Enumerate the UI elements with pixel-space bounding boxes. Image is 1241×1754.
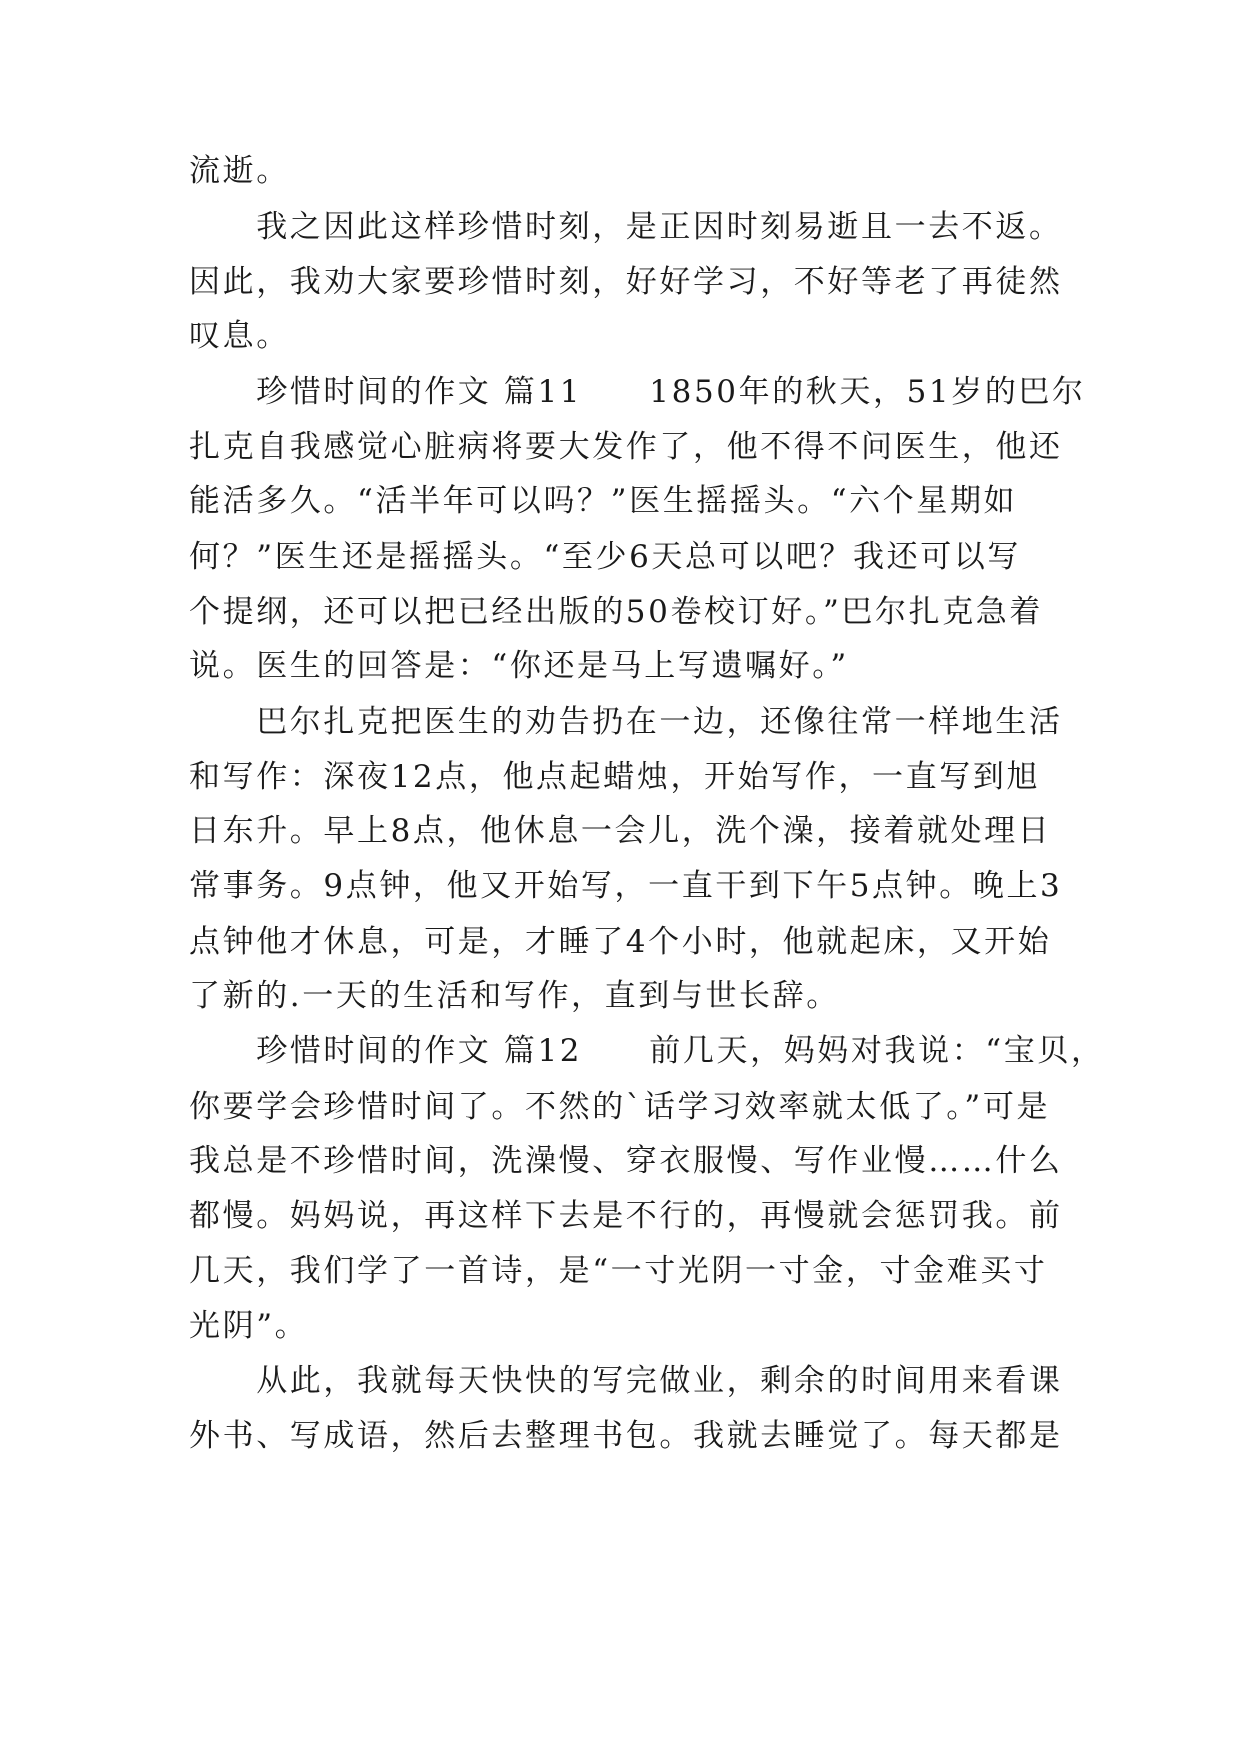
- text-line: 叹息。: [189, 318, 290, 354]
- text-line: 巴尔扎克把医生的劝告扔在一边，还像往常一样地生活: [189, 704, 1063, 740]
- text-line: 扎克自我感觉心脏病将要大发作了，他不得不问医生，他还: [189, 429, 1063, 465]
- text-line: 光阴”。: [189, 1308, 309, 1344]
- text-line: 几天，我们学了一首诗，是“一寸光阴一寸金，寸金难买寸: [189, 1253, 1048, 1289]
- text-line: 都慢。妈妈说，再这样下去是不行的，再慢就会惩罚我。前: [189, 1198, 1063, 1234]
- text-line: 点钟他才休息，可是，才睡了4个小时，他就起床，又开始: [189, 924, 1052, 960]
- section-heading-line: 珍惜时间的作文 篇11 1850年的秋天，51岁的巴尔: [189, 374, 1086, 410]
- text-line: 和写作：深夜12点，他点起蜡烛，开始写作，一直写到旭: [189, 759, 1041, 795]
- text-line: 我总是不珍惜时间，洗澡慢、穿衣服慢、写作业慢……什么: [189, 1143, 1063, 1179]
- text-line: 日东升。早上8点，他休息一会儿，洗个澡，接着就处理日: [189, 813, 1052, 849]
- text-line: 了新的.一天的生活和写作，直到与世长辞。: [189, 978, 840, 1014]
- text-line: 常事务。9点钟，他又开始写，一直干到下午5点钟。晚上3: [189, 868, 1063, 904]
- text-line: 你要学会珍惜时间了。不然的`话学习效率就太低了。”可是: [189, 1089, 1051, 1125]
- text-line: 何？”医生还是摇摇头。“至少6天总可以吧？我还可以写: [189, 539, 1022, 575]
- section-heading-line: 珍惜时间的作文 篇12 前几天，妈妈对我说：“宝贝，: [189, 1033, 1105, 1069]
- text-line: 个提纲，还可以把已经出版的50卷校订好。”巴尔扎克急着: [189, 594, 1043, 630]
- text-line: 说。医生的回答是：“你还是马上写遗嘱好。”: [189, 648, 849, 684]
- text-line: 从此，我就每天快快的写完做业，剩余的时间用来看课: [189, 1363, 1063, 1399]
- text-line: 能活多久。“活半年可以吗？”医生摇摇头。“六个星期如: [189, 483, 1018, 519]
- text-line: 流逝。: [189, 153, 290, 189]
- text-line: 我之因此这样珍惜时刻，是正因时刻易逝且一去不返。: [189, 209, 1063, 245]
- text-line: 外书、写成语，然后去整理书包。我就去睡觉了。每天都是: [189, 1418, 1063, 1454]
- text-line: 因此，我劝大家要珍惜时刻，好好学习，不好等老了再徒然: [189, 264, 1063, 300]
